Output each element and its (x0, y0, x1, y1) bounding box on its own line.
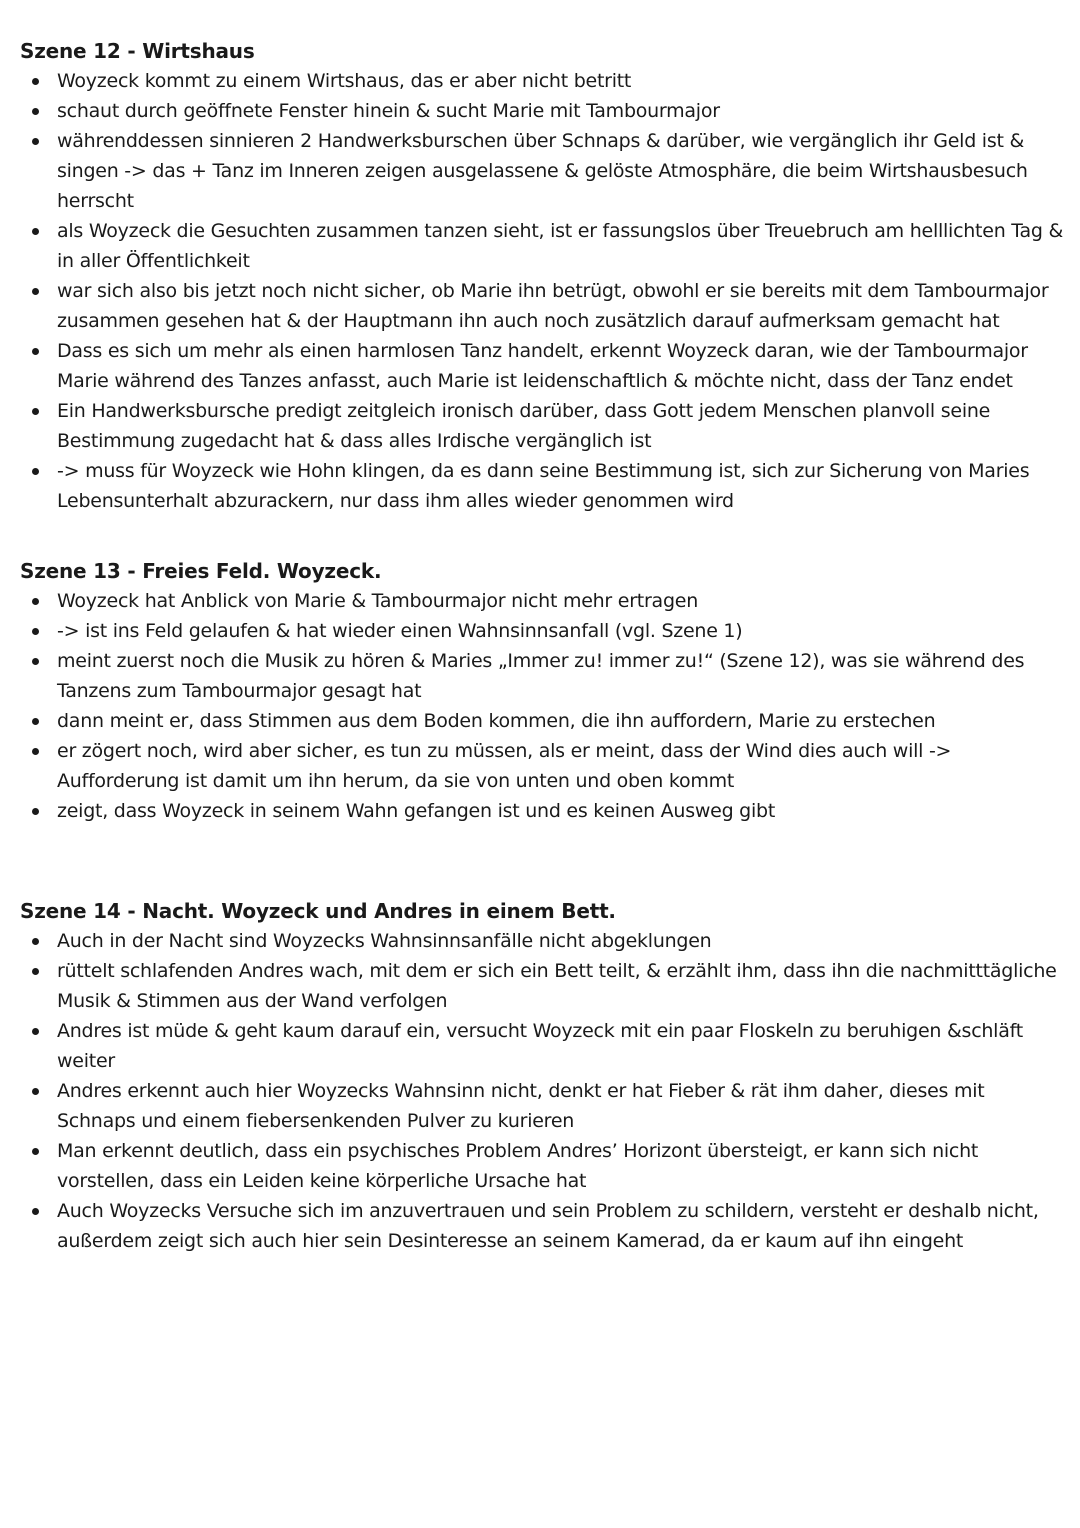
bullet-dot-icon (32, 968, 39, 975)
list-item-text: Man erkennt deutlich, dass ein psychisches Problem Andres’ Horizont übersteigt, er kann sich nicht vorstellen, dass ein Leiden keine körperliche Ursache hat (57, 1140, 979, 1192)
list-item-text: als Woyzeck die Gesuchten zusammen tanzen sieht, ist er fassungslos über Treuebruch am helllichten Tag & in aller Öffentlichkeit (57, 220, 1064, 272)
list-item (20, 1076, 1065, 1136)
list-item (20, 66, 1065, 96)
list-item-text: -> ist ins Feld gelaufen & hat wieder einen Wahnsinnsanfall (vgl. Szene 1) (57, 620, 743, 642)
list-item-text: Andres ist müde & geht kaum darauf ein, versucht Woyzeck mit ein paar Floskeln zu beruhigen &schläft weiter (57, 1020, 1023, 1072)
bullet-dot-icon (32, 108, 39, 115)
list-item-text: Auch in der Nacht sind Woyzecks Wahnsinnsanfälle nicht abgeklungen (57, 930, 712, 952)
bullet-dot-icon (32, 598, 39, 605)
list-item-text: Auch Woyzecks Versuche sich im anzuvertrauen und sein Problem zu schildern, versteht er deshalb nicht, außerdem zeigt sich auch hier sein Desinteresse an seinem Kamerad, da er kaum auf ihn eingeht (57, 1200, 1039, 1252)
list-item-text: zeigt, dass Woyzeck in seinem Wahn gefangen ist und es keinen Ausweg gibt (57, 800, 776, 822)
list-item (20, 1016, 1065, 1076)
bullet-dot-icon (32, 1088, 39, 1095)
list-item-text: -> muss für Woyzeck wie Hohn klingen, da es dann seine Bestimmung ist, sich zur Sicherung von Maries Lebensunterhalt abzurackern, nur dass ihm alles wieder genommen wird (57, 460, 1030, 512)
bullet-dot-icon (32, 348, 39, 355)
list-item (20, 926, 1065, 956)
list-item (20, 586, 1065, 616)
list-item (20, 456, 1065, 516)
list-item (20, 706, 1065, 736)
bullet-dot-icon (32, 228, 39, 235)
bullet-dot-icon (32, 78, 39, 85)
list-item (20, 96, 1065, 126)
list-item-text: Woyzeck kommt zu einem Wirtshaus, das er aber nicht betritt (57, 70, 632, 92)
section-szene-13 (20, 556, 1065, 826)
bullet-dot-icon (32, 1148, 39, 1155)
list-item (20, 336, 1065, 396)
section-szene-14 (20, 896, 1065, 1256)
list-item (20, 736, 1065, 796)
list-item (20, 646, 1065, 706)
list-item-text: Dass es sich um mehr als einen harmlosen Tanz handelt, erkennt Woyzeck daran, wie der Tambourmajor Marie während des Tanzes anfasst, auch Marie ist leidenschaftlich & möchte nicht, dass der Tanz endet (57, 340, 1028, 392)
bullet-dot-icon (32, 658, 39, 665)
list-item (20, 1136, 1065, 1196)
list-item (20, 276, 1065, 336)
bullet-dot-icon (32, 408, 39, 415)
list-item-text: Ein Handwerksbursche predigt zeitgleich ironisch darüber, dass Gott jedem Menschen planvoll seine Bestimmung zugedacht hat & dass alles Irdische vergänglich ist (57, 400, 991, 452)
list-item (20, 956, 1065, 1016)
list-item (20, 396, 1065, 456)
section-szene-12 (20, 36, 1065, 516)
bullet-list (20, 926, 1065, 1256)
bullet-dot-icon (32, 748, 39, 755)
list-item (20, 126, 1065, 216)
bullet-dot-icon (32, 1208, 39, 1215)
section-heading: Szene 14 - Nacht. Woyzeck und Andres in einem Bett. (20, 899, 616, 923)
list-item-text: schaut durch geöffnete Fenster hinein & sucht Marie mit Tambourmajor (57, 100, 720, 122)
list-item-text: Andres erkennt auch hier Woyzecks Wahnsinn nicht, denkt er hat Fieber & rät ihm daher, dieses mit Schnaps und einem fiebersenkenden Pulver zu kurieren (57, 1080, 985, 1132)
bullet-list (20, 586, 1065, 826)
list-item-text: rüttelt schlafenden Andres wach, mit dem er sich ein Bett teilt, & erzählt ihm, dass ihn die nachmitttägliche Musik & Stimmen aus der Wand verfolgen (57, 960, 1057, 1012)
list-item-text: dann meint er, dass Stimmen aus dem Boden kommen, die ihn auffordern, Marie zu erstechen (57, 710, 936, 732)
section-heading: Szene 12 - Wirtshaus (20, 39, 255, 63)
bullet-dot-icon (32, 628, 39, 635)
bullet-dot-icon (32, 808, 39, 815)
bullet-dot-icon (32, 1028, 39, 1035)
bullet-list (20, 66, 1065, 516)
list-item (20, 616, 1065, 646)
list-item (20, 216, 1065, 276)
bullet-dot-icon (32, 288, 39, 295)
list-item-text: Woyzeck hat Anblick von Marie & Tambourmajor nicht mehr ertragen (57, 590, 698, 612)
bullet-dot-icon (32, 718, 39, 725)
list-item (20, 1196, 1065, 1256)
bullet-dot-icon (32, 138, 39, 145)
bullet-dot-icon (32, 468, 39, 475)
bullet-dot-icon (32, 938, 39, 945)
section-heading: Szene 13 - Freies Feld. Woyzeck. (20, 559, 382, 583)
list-item-text: er zögert noch, wird aber sicher, es tun zu müssen, als er meint, dass der Wind dies auch will -> Aufforderung ist damit um ihn herum, da sie von unten und oben kommt (57, 740, 952, 792)
document-page (20, 36, 1065, 1256)
list-item-text: währenddessen sinnieren 2 Handwerksburschen über Schnaps & darüber, wie vergänglich ihr Geld ist & singen -> das + Tanz im Inneren zeigen ausgelassene & gelöste Atmosphäre, die beim Wirtshausbesuch herrscht (57, 130, 1028, 212)
list-item-text: war sich also bis jetzt noch nicht sicher, ob Marie ihn betrügt, obwohl er sie bereits mit dem Tambourmajor zusammen gesehen hat & der Hauptmann ihn auch noch zusätzlich darauf aufmerksam gemacht hat (57, 280, 1049, 332)
list-item (20, 796, 1065, 826)
list-item-text: meint zuerst noch die Musik zu hören & Maries „Immer zu! immer zu!“ (Szene 12), was sie während des Tanzens zum Tambourmajor gesagt hat (57, 650, 1025, 702)
